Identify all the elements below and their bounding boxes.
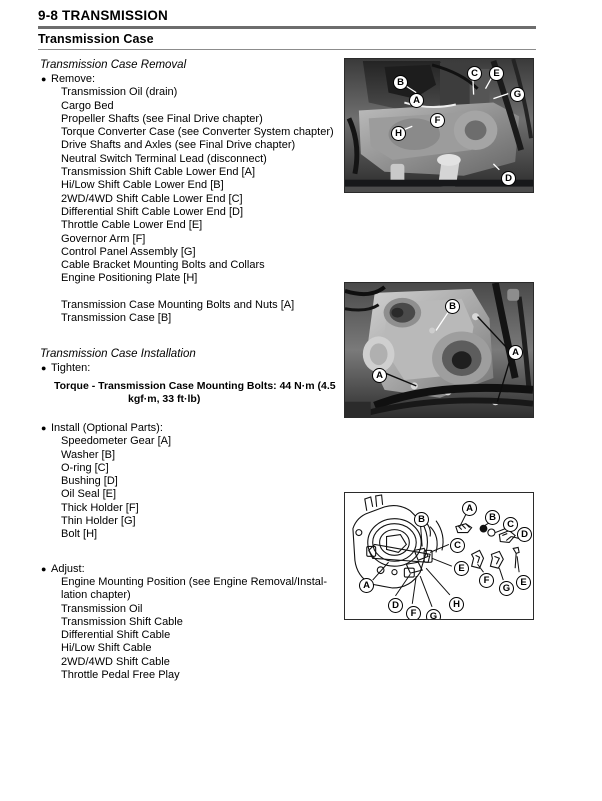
list-item: Bolt [H]	[61, 528, 98, 541]
callout-d: D	[501, 171, 516, 186]
list-item: Propeller Shafts (see Final Drive chapter)	[61, 112, 263, 125]
callout-b: B	[485, 510, 500, 525]
callout-c: C	[450, 538, 465, 553]
bullet-glyph: ●	[41, 74, 47, 84]
list-item: Thin Holder [G]	[61, 515, 136, 528]
list-item: Transmission Shift Cable	[61, 615, 183, 628]
engine-photo-2	[345, 283, 533, 418]
list-item: Transmission Shift Cable Lower End [A]	[61, 166, 256, 179]
callout-c: C	[467, 66, 482, 81]
list-item: Cargo Bed	[61, 99, 114, 112]
callout-b: B	[414, 512, 429, 527]
callout-a: A	[508, 345, 523, 360]
adjust-bullet-label: Adjust:	[51, 562, 85, 575]
callout-d: D	[388, 598, 403, 613]
list-item: Throttle Pedal Free Play	[61, 668, 180, 681]
list-item: 2WD/4WD Shift Cable Lower End [C]	[61, 192, 243, 205]
list-item: Throttle Cable Lower End [E]	[61, 219, 203, 232]
list-item: Differential Shift Cable	[61, 629, 171, 642]
callout-e: E	[489, 66, 504, 81]
list-item: Cable Bracket Mounting Bolts and Collars	[61, 259, 265, 272]
section-spacer	[40, 542, 336, 563]
section-title: Transmission Case	[38, 31, 154, 46]
list-item: Transmission Case [B]	[61, 312, 172, 325]
list-item: Neutral Switch Terminal Lead (disconnect)	[61, 152, 267, 165]
list-item: Speedometer Gear [A]	[61, 435, 172, 448]
section-spacer	[40, 326, 336, 347]
list-item: 2WD/4WD Shift Cable	[61, 655, 170, 668]
removal-heading: Transmission Case Removal	[40, 59, 187, 71]
list-item: Bushing [D]	[61, 475, 118, 488]
list-item: Transmission Oil (drain)	[61, 86, 178, 99]
callout-d: D	[517, 527, 532, 542]
callout-f: F	[479, 573, 494, 588]
callout-e: E	[454, 561, 469, 576]
callout-h: H	[391, 126, 406, 141]
figure-speedometer-gear-parts-diagram	[344, 492, 534, 620]
installation-heading: Transmission Case Installation	[40, 347, 196, 360]
callout-b: B	[393, 75, 408, 90]
bullet-glyph: ●	[41, 422, 47, 433]
install-item-list	[40, 435, 336, 541]
list-item: Torque Converter Case (see Converter System chapter)	[61, 126, 334, 139]
callout-a: A	[409, 93, 424, 108]
torque-spec-line2: kgf·m, 33 ft·lb)	[128, 393, 201, 406]
tighten-bullet-label: Tighten:	[51, 361, 91, 374]
list-item: Transmission Case Mounting Bolts and Nuts [A]	[61, 299, 295, 312]
list-item: Thick Holder [F]	[61, 501, 139, 514]
parts-line-drawing	[345, 493, 533, 620]
callout-h: H	[449, 597, 464, 612]
torque-spec-line1: Torque - Transmission Case Mounting Bolts: 44 N·m (4.5	[54, 379, 336, 392]
callout-g: G	[510, 87, 525, 102]
list-item: Oil Seal [E]	[61, 488, 117, 501]
list-item: Hi/Low Shift Cable	[61, 642, 152, 655]
list-item: Drive Shafts and Axles (see Final Drive chapter)	[61, 139, 296, 152]
removal-bullet-label: Remove:	[51, 73, 96, 85]
callout-e: E	[516, 575, 531, 590]
bullet-glyph: ●	[41, 362, 47, 373]
list-item: Hi/Low Shift Cable Lower End [B]	[61, 179, 224, 192]
chapter-title: 9-8 TRANSMISSION	[38, 8, 168, 23]
list-item: O-ring [C]	[61, 461, 109, 474]
callout-f: F	[406, 606, 421, 620]
removal-item-list	[40, 86, 336, 285]
callout-c: C	[503, 517, 518, 532]
figure-transmission-case-removal-photo	[344, 58, 534, 193]
list-item-continuation: lation chapter)	[61, 589, 131, 602]
install-bullet-label: Install (Optional Parts):	[51, 421, 163, 434]
tighten-bullet	[40, 362, 336, 375]
list-item: Engine Positioning Plate [H]	[61, 272, 198, 285]
removal-bullet	[40, 73, 336, 86]
torque-spec	[40, 375, 336, 407]
callout-a: A	[359, 578, 374, 593]
list-item: Governor Arm [F]	[61, 232, 146, 245]
callout-a: A	[462, 501, 477, 516]
list-item: Engine Mounting Position (see Engine Removal/Instal-	[61, 575, 327, 588]
page-header	[38, 8, 536, 50]
figure-transmission-case-mounting-photo	[344, 282, 534, 418]
callout-f: F	[430, 113, 445, 128]
list-item: Washer [B]	[61, 448, 115, 461]
list-spacer	[40, 286, 336, 299]
callout-g: G	[499, 581, 514, 596]
adjust-bullet	[40, 563, 336, 576]
list-item: Differential Shift Cable Lower End [D]	[61, 205, 243, 218]
callout-a: A	[372, 368, 387, 383]
callout-b: B	[445, 299, 460, 314]
list-item: Transmission Oil	[61, 602, 143, 615]
list-item: Control Panel Assembly [G]	[61, 245, 196, 258]
bullet-glyph: ●	[41, 563, 47, 574]
section-spacer	[40, 407, 336, 422]
callout-g: G	[426, 609, 441, 620]
install-bullet	[40, 422, 336, 435]
adjust-item-list	[40, 576, 336, 682]
removal-item-list-second	[40, 299, 336, 326]
header-rule-thin	[38, 49, 536, 50]
text-column	[40, 58, 336, 682]
